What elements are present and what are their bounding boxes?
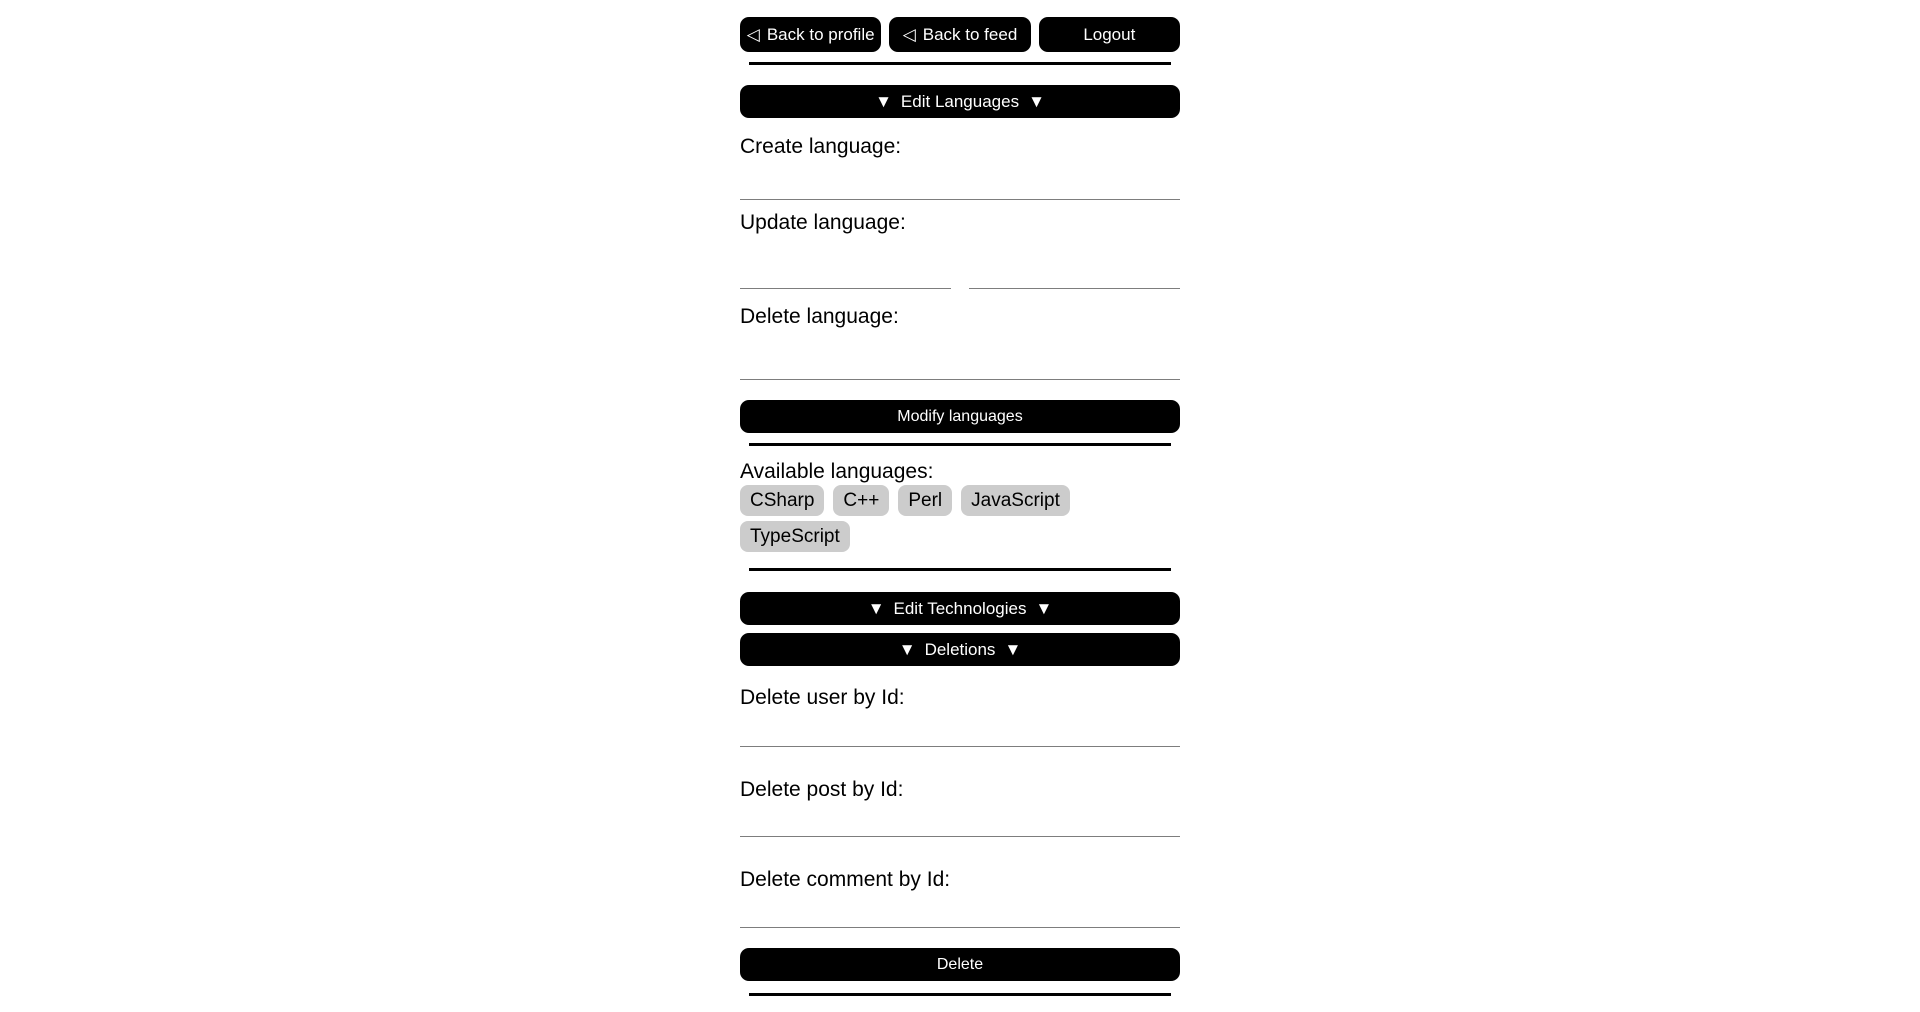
delete-button-label: Delete	[936, 955, 984, 973]
language-tag: C++	[833, 485, 889, 516]
back-to-feed-label: Back to feed	[922, 24, 1018, 44]
caret-down-icon: ▼	[867, 598, 885, 618]
delete-button[interactable]	[740, 948, 1180, 981]
modify-languages-label: Modify languages	[897, 407, 1023, 425]
divider	[749, 443, 1171, 446]
create-language-label: Create language:	[740, 135, 902, 158]
delete-post-label: Delete post by Id:	[740, 778, 904, 801]
toolbar	[740, 17, 1180, 52]
modify-languages-button[interactable]	[740, 400, 1180, 433]
edit-technologies-toggle[interactable]	[740, 592, 1180, 625]
delete-comment-input[interactable]	[740, 892, 1180, 928]
deletions-toggle[interactable]	[740, 633, 1180, 666]
create-language-input[interactable]	[740, 159, 1180, 200]
language-tag: Perl	[898, 485, 952, 516]
available-languages-list	[740, 485, 1180, 552]
edit-languages-toggle[interactable]	[740, 85, 1180, 118]
logout-label: Logout	[1083, 24, 1136, 44]
caret-down-icon: ▼	[1004, 639, 1022, 659]
update-language-old-input[interactable]	[740, 235, 951, 289]
delete-post-input[interactable]	[740, 802, 1180, 837]
deletions-header-label: Deletions	[924, 639, 996, 659]
delete-language-input[interactable]	[740, 329, 1180, 380]
admin-panel	[740, 0, 1180, 996]
edit-technologies-header-label: Edit Technologies	[893, 598, 1027, 618]
delete-language-label: Delete language:	[740, 305, 899, 328]
available-languages-label: Available languages:	[740, 460, 934, 483]
caret-down-icon: ▼	[898, 639, 916, 659]
back-to-feed-button[interactable]	[889, 17, 1030, 52]
edit-languages-header-label: Edit Languages	[900, 91, 1020, 111]
update-language-new-input[interactable]	[969, 235, 1180, 289]
divider	[749, 568, 1171, 571]
back-triangle-icon: ◁	[746, 24, 760, 44]
language-tag: TypeScript	[740, 521, 850, 552]
update-language-inputs	[740, 235, 1180, 289]
language-tag: JavaScript	[961, 485, 1070, 516]
update-language-label: Update language:	[740, 211, 906, 234]
delete-comment-label: Delete comment by Id:	[740, 868, 951, 891]
divider	[749, 993, 1171, 996]
language-tag: CSharp	[740, 485, 824, 516]
back-to-profile-button[interactable]	[740, 17, 881, 52]
delete-user-input[interactable]	[740, 710, 1180, 747]
caret-down-icon: ▼	[1028, 91, 1045, 111]
caret-down-icon: ▼	[875, 91, 892, 111]
logout-button[interactable]	[1039, 17, 1180, 52]
back-to-profile-label: Back to profile	[766, 24, 875, 44]
delete-user-label: Delete user by Id:	[740, 686, 905, 709]
back-triangle-icon: ◁	[902, 24, 916, 44]
divider	[749, 62, 1171, 65]
caret-down-icon: ▼	[1035, 598, 1053, 618]
